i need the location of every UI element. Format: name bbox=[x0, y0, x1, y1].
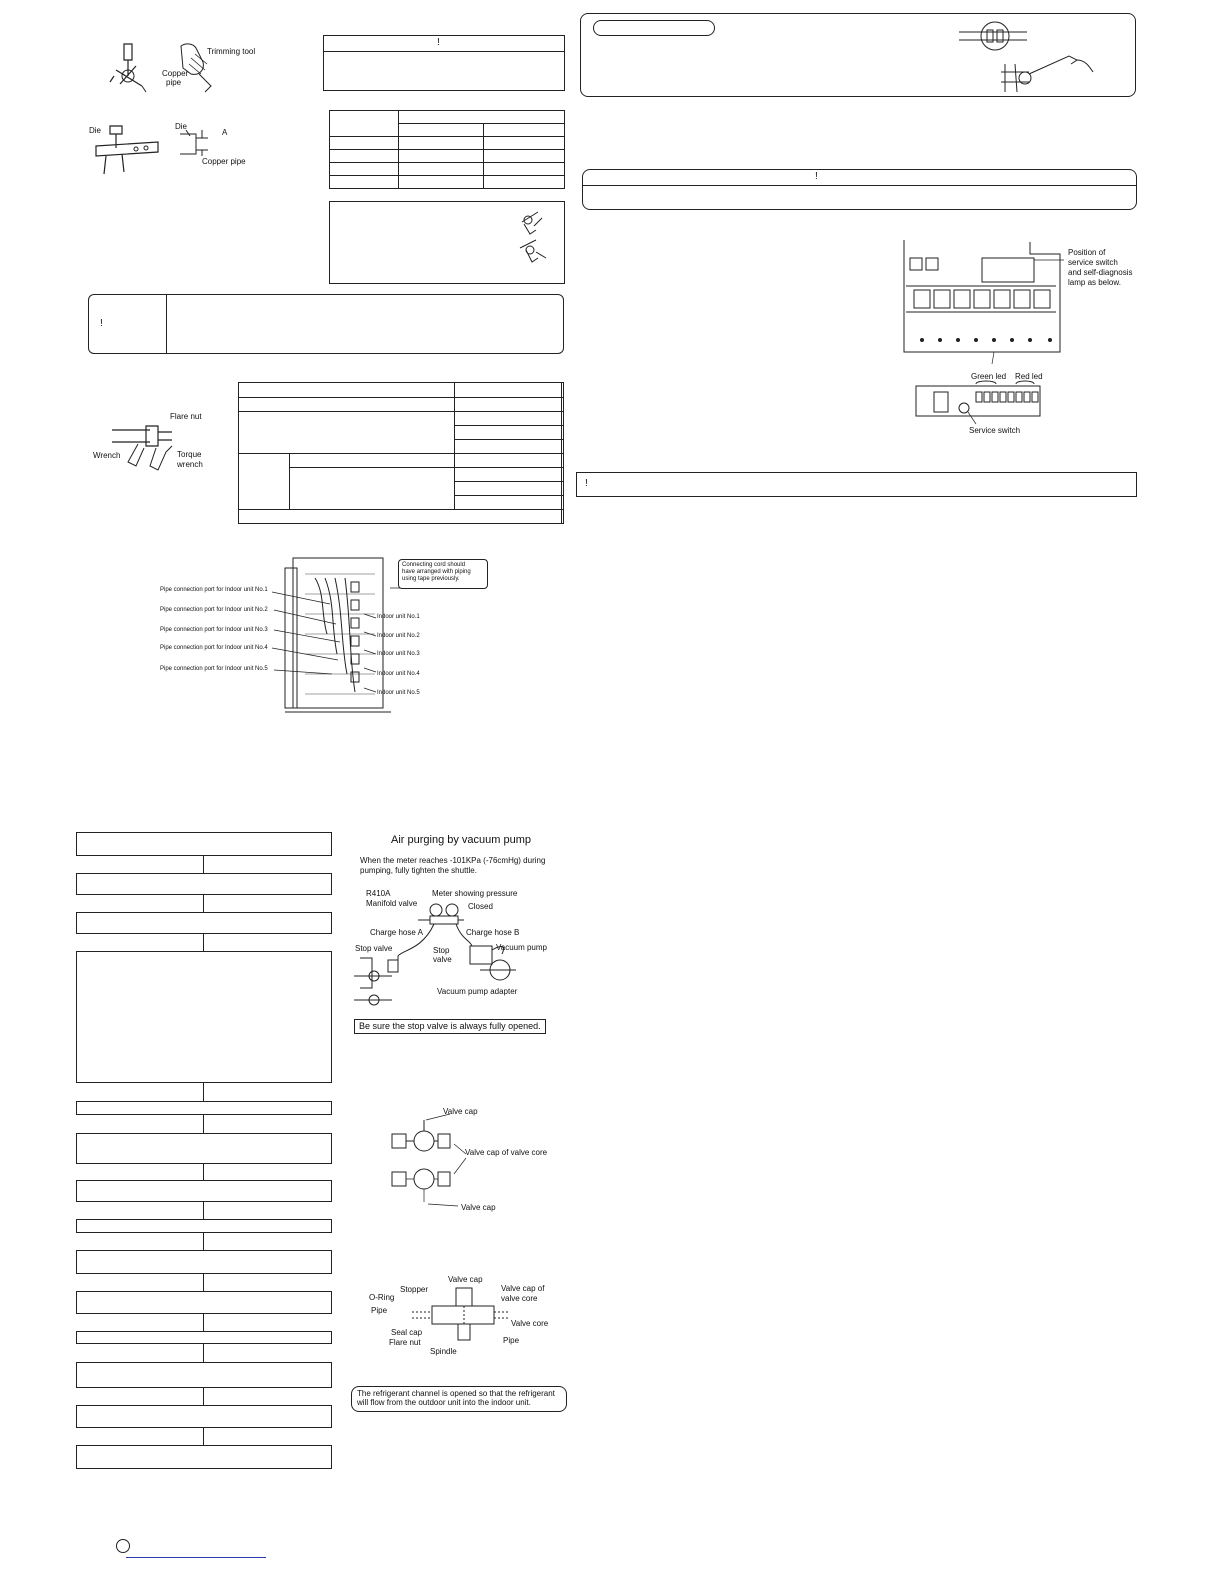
flow-step bbox=[76, 1362, 332, 1388]
caution-triangle-icon: ! bbox=[815, 171, 818, 182]
adapter-label: Vacuum pump adapter bbox=[437, 987, 518, 996]
unit-leader-lines bbox=[360, 584, 430, 696]
flow-step bbox=[76, 1250, 332, 1274]
core-cap-label-2: valve core bbox=[501, 1294, 538, 1303]
hose-b-label: Charge hose B bbox=[466, 928, 520, 937]
pipe-right-label: Pipe bbox=[503, 1336, 520, 1345]
trimming-tool-label: Trimming tool bbox=[207, 47, 256, 56]
flow-arrow bbox=[203, 1115, 204, 1133]
flow-step bbox=[76, 1219, 332, 1233]
flare-dimension-table bbox=[329, 110, 565, 189]
closed-label: Closed bbox=[468, 902, 493, 911]
led-panel-drawing bbox=[916, 380, 1044, 424]
footer-circle-mark bbox=[116, 1539, 130, 1553]
flaring-tool-icon bbox=[92, 120, 162, 180]
flow-arrow bbox=[203, 856, 204, 873]
flow-step-large bbox=[76, 951, 332, 1083]
port-label-3: Pipe connection port for Indoor unit No.3 bbox=[160, 627, 268, 633]
o-ring-label: O-Ring bbox=[369, 1293, 395, 1302]
indoor-unit-label-4: Indoor unit No.4 bbox=[377, 671, 420, 677]
section-valve-cap-label: Valve cap bbox=[448, 1275, 483, 1284]
die-label-b: Die bbox=[175, 122, 188, 131]
flow-step bbox=[76, 1133, 332, 1164]
spindle-label: Spindle bbox=[430, 1347, 457, 1356]
indoor-unit-label-3: Indoor unit No.3 bbox=[377, 651, 420, 657]
flow-step bbox=[76, 1291, 332, 1314]
position-label-3: and self-diagnosis bbox=[1068, 268, 1133, 277]
caution-box-top bbox=[323, 35, 565, 91]
position-label-1: Position of bbox=[1068, 248, 1106, 257]
flow-arrow bbox=[203, 1274, 204, 1291]
flow-arrow bbox=[203, 1388, 204, 1405]
flow-step bbox=[76, 912, 332, 934]
info-box-heading-pill bbox=[593, 20, 715, 36]
flow-arrow bbox=[203, 1344, 204, 1362]
flare-note-box bbox=[329, 201, 565, 284]
control-board-drawing bbox=[900, 240, 1065, 354]
copper-pipe-label: Copper bbox=[162, 69, 189, 78]
stop-valve-note: Be sure the stop valve is always fully opened. bbox=[354, 1019, 546, 1034]
stop-valve-label-2a: Stop bbox=[433, 946, 450, 955]
port-label-5: Pipe connection port for Indoor unit No.5 bbox=[160, 666, 268, 672]
flow-step bbox=[76, 1101, 332, 1115]
port-label-2: Pipe connection port for Indoor unit No.2 bbox=[160, 607, 268, 613]
flow-step bbox=[76, 873, 332, 895]
section-flare-nut-label: Flare nut bbox=[389, 1338, 421, 1347]
flow-step bbox=[76, 1445, 332, 1469]
flow-step bbox=[76, 1331, 332, 1344]
valve-core-label: Valve core bbox=[511, 1319, 549, 1328]
flow-step bbox=[76, 832, 332, 856]
flaring-copper-pipe-label: Copper pipe bbox=[202, 157, 246, 166]
refrigerant-channel-note bbox=[351, 1386, 567, 1412]
caution-triangle-icon: ! bbox=[437, 37, 440, 48]
refrigerant-note-line-1: The refrigerant channel is opened so that the refrigerant bbox=[357, 1389, 555, 1398]
position-label-2: service switch bbox=[1068, 258, 1118, 267]
red-led-label: Red led bbox=[1015, 372, 1043, 381]
pipe-cutter-icon bbox=[106, 40, 166, 100]
indoor-unit-label-2: Indoor unit No.2 bbox=[377, 633, 420, 639]
refrigerant-note-line-2: will flow from the outdoor unit into the indoor unit. bbox=[357, 1398, 531, 1407]
info-box-top-right bbox=[580, 13, 1136, 97]
flow-arrow bbox=[203, 1233, 204, 1250]
valve-check-icon bbox=[959, 18, 1119, 96]
caution-box-bottom-right bbox=[576, 472, 1137, 497]
flow-step bbox=[76, 1405, 332, 1428]
flow-arrow bbox=[203, 895, 204, 912]
flow-arrow bbox=[203, 1428, 204, 1445]
manifold-label-1: R410A bbox=[366, 889, 391, 898]
dim-a-label: A bbox=[222, 128, 228, 137]
flow-arrow bbox=[203, 1083, 204, 1101]
connecting-cord-note-line-3: using tape previously. bbox=[402, 576, 460, 582]
torque-wrench-label: wrench bbox=[177, 460, 203, 469]
caution-triangle-icon: ! bbox=[100, 318, 103, 329]
copper-pipe-label-2: pipe bbox=[166, 78, 182, 87]
stop-valve-label: Stop valve bbox=[355, 944, 393, 953]
position-label-4: lamp as below. bbox=[1068, 278, 1121, 287]
meter-label: Meter showing pressure bbox=[432, 889, 518, 898]
port-label-4: Pipe connection port for Indoor unit No.4 bbox=[160, 645, 268, 651]
hose-a-label: Charge hose A bbox=[370, 928, 423, 937]
pipe-left-label: Pipe bbox=[371, 1306, 388, 1315]
caution-box-middle bbox=[88, 294, 564, 354]
green-led-label: Green led bbox=[971, 372, 1007, 381]
flow-step bbox=[76, 1180, 332, 1202]
service-switch-label: Service switch bbox=[969, 426, 1021, 435]
indoor-unit-label-1: Indoor unit No.1 bbox=[377, 614, 420, 620]
caution-triangle-icon: ! bbox=[585, 478, 588, 489]
wrench-label: Wrench bbox=[93, 451, 121, 460]
vacuum-instruction-1: When the meter reaches -101KPa (-76cmHg) during bbox=[360, 856, 546, 865]
vacuum-circuit-drawing bbox=[352, 890, 552, 1008]
caution-box-right bbox=[582, 169, 1137, 210]
flare-nut-label: Flare nut bbox=[170, 412, 202, 421]
manifold-label-2: Manifold valve bbox=[366, 899, 418, 908]
vacuum-title: Air purging by vacuum pump bbox=[391, 834, 532, 846]
stop-valve-label-2b: valve bbox=[433, 955, 452, 964]
valve-icon bbox=[388, 1114, 468, 1214]
valve-section-drawing bbox=[412, 1284, 508, 1344]
vacuum-instruction-2: pumping, fully tighten the shuttle. bbox=[360, 866, 477, 875]
valve-core-cap-label: Valve cap of valve core bbox=[465, 1148, 548, 1157]
seal-cap-label: Seal cap bbox=[391, 1328, 423, 1337]
valve-cap-top-label: Valve cap bbox=[443, 1107, 478, 1116]
core-cap-label-1: Valve cap of bbox=[501, 1284, 545, 1293]
flow-arrow bbox=[203, 934, 204, 951]
torque-table bbox=[238, 382, 564, 524]
footer-link-line[interactable] bbox=[126, 1557, 266, 1558]
indoor-unit-label-5: Indoor unit No.5 bbox=[377, 690, 420, 696]
vacuum-pump-label: Vacuum pump bbox=[496, 943, 547, 952]
connecting-cord-note-line-2: have arranged with piping bbox=[402, 569, 471, 575]
port-label-1: Pipe connection port for Indoor unit No.1 bbox=[160, 587, 268, 593]
stopper-label: Stopper bbox=[400, 1285, 429, 1294]
flow-arrow bbox=[203, 1164, 204, 1180]
valve-cap-bottom-label: Valve cap bbox=[461, 1203, 496, 1212]
connecting-cord-note bbox=[398, 559, 488, 589]
flow-arrow bbox=[203, 1202, 204, 1219]
connecting-cord-note-line-1: Connecting cord should bbox=[402, 562, 466, 568]
flare-check-icon bbox=[516, 208, 556, 272]
torque-label: Torque bbox=[177, 450, 202, 459]
die-label-a: Die bbox=[89, 126, 102, 135]
flow-arrow bbox=[203, 1314, 204, 1331]
